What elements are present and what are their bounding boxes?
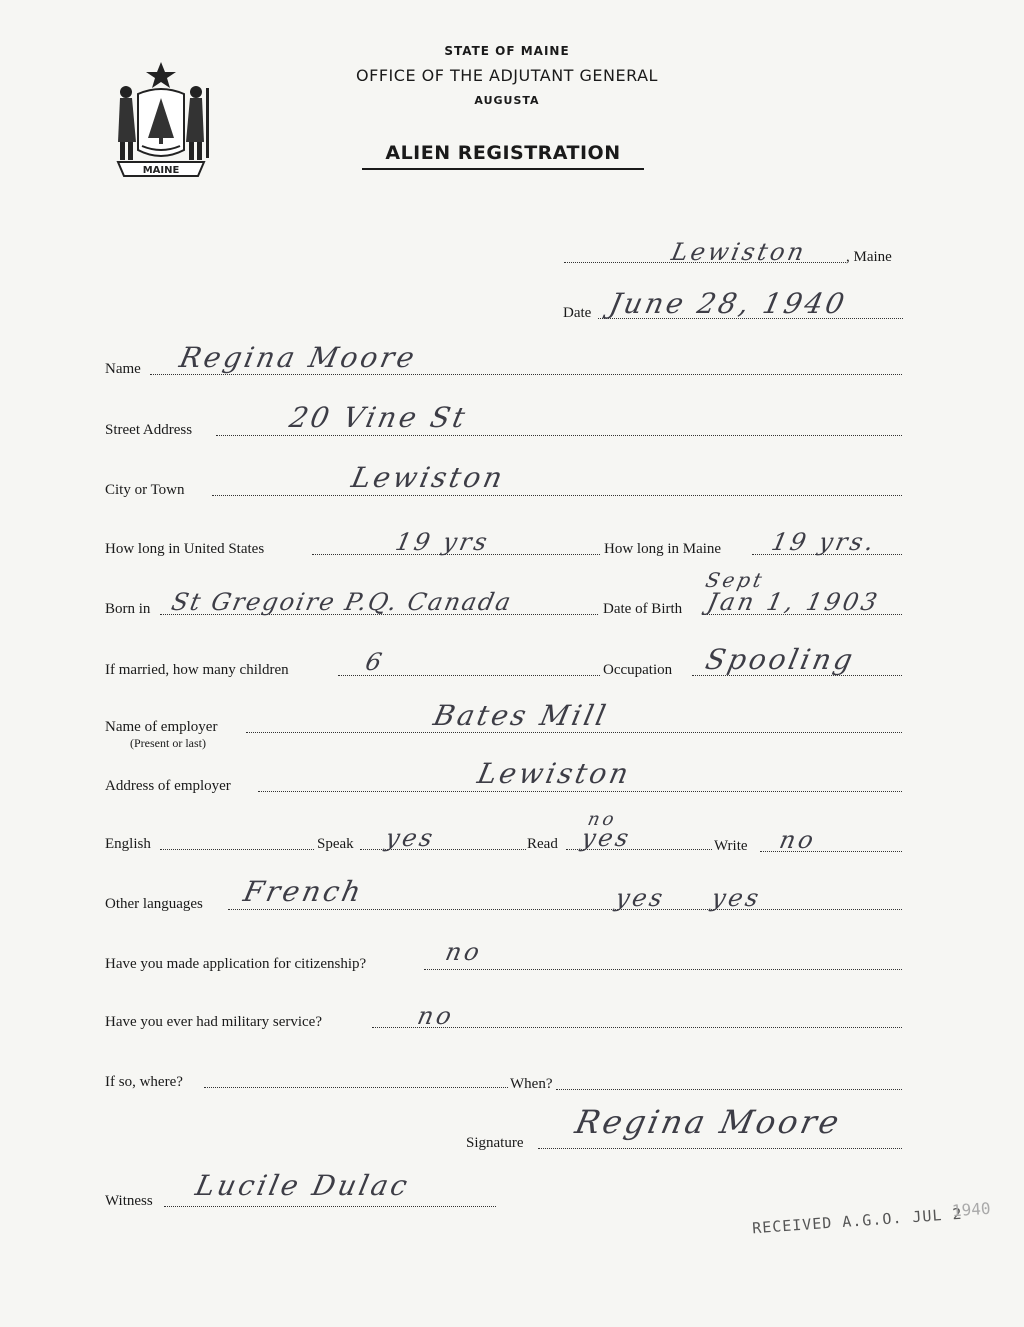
employer-label: Name of employer	[105, 719, 218, 735]
other-languages-label: Other languages	[105, 896, 203, 912]
children-label: If married, how many children	[105, 662, 289, 678]
when-line	[556, 1089, 902, 1090]
form-title: ALIEN REGISTRATION	[385, 142, 621, 164]
received-stamp-year: 1940	[951, 1198, 992, 1221]
employer-address-value: Lewiston	[474, 757, 635, 790]
witness-value: Lucile Dulac	[192, 1169, 414, 1202]
city-line	[212, 495, 902, 496]
citizenship-label: Have you made application for citizenship?	[105, 956, 367, 972]
header-office: OFFICE OF THE ADJUTANT GENERAL	[356, 66, 658, 85]
place-value: Lewiston	[669, 238, 810, 266]
signature-line	[538, 1148, 902, 1149]
employer-address-label: Address of employer	[105, 778, 231, 794]
title-underline	[362, 168, 644, 170]
when-label: When?	[510, 1076, 553, 1092]
read-value: yes	[579, 824, 635, 852]
english-line	[160, 849, 314, 850]
header-state: STATE OF MAINE	[444, 44, 570, 58]
employer-sub-label: (Present or last)	[130, 736, 206, 750]
born-in-label: Born in	[105, 601, 151, 617]
signature-label: Signature	[466, 1135, 524, 1151]
witness-label: Witness	[105, 1193, 153, 1209]
street-label: Street Address	[105, 422, 193, 438]
born-in-value: St Gregoire P.Q. Canada	[169, 588, 516, 616]
read-label: Read	[527, 836, 558, 852]
speak-value: yes	[383, 824, 439, 852]
city-label: City or Town	[105, 482, 185, 498]
employer-value: Bates Mill	[430, 699, 612, 732]
military-label: Have you ever had military service?	[105, 1014, 322, 1030]
read-correction: no	[585, 809, 619, 830]
other-read-value: yes	[613, 884, 669, 912]
dob-label: Date of Birth	[603, 601, 683, 617]
citizenship-value: no	[443, 938, 485, 966]
date-value: June 28, 1940	[606, 287, 851, 320]
citizenship-line	[424, 969, 902, 970]
seal-banner-text: MAINE	[142, 165, 180, 176]
name-value: Regina Moore	[176, 341, 421, 374]
children-value: 6	[363, 648, 388, 676]
dob-value: Jan 1, 1903	[705, 588, 883, 616]
english-label: English	[105, 836, 151, 852]
dob-correction: Sept	[703, 568, 767, 592]
witness-line	[164, 1206, 496, 1207]
name-label: Name	[105, 361, 141, 377]
how-long-maine-value: 19 yrs.	[769, 528, 880, 556]
date-label: Date	[563, 305, 592, 321]
where-label: If so, where?	[105, 1074, 183, 1090]
name-line	[150, 374, 902, 375]
how-long-us-label: How long in United States	[105, 541, 265, 557]
how-long-maine-label: How long in Maine	[604, 541, 722, 557]
street-value: 20 Vine St	[286, 401, 471, 434]
city-value: Lewiston	[348, 461, 509, 494]
where-line	[204, 1087, 508, 1088]
occupation-value: Spooling	[702, 643, 859, 676]
write-label: Write	[714, 838, 748, 854]
place-suffix: , Maine	[846, 249, 892, 265]
employer-line	[246, 732, 902, 733]
other-languages-line	[228, 909, 902, 910]
military-value: no	[415, 1002, 457, 1030]
signature-value: Regina Moore	[571, 1103, 846, 1141]
write-value: no	[777, 826, 819, 854]
speak-label: Speak	[317, 836, 354, 852]
header-city: AUGUSTA	[474, 94, 540, 107]
other-languages-value: French	[240, 875, 367, 908]
employer-address-line	[258, 791, 902, 792]
received-stamp: RECEIVED A.G.O. JUL 2	[751, 1204, 964, 1238]
other-write-value: yes	[709, 884, 765, 912]
occupation-label: Occupation	[603, 662, 673, 678]
street-line	[216, 435, 902, 436]
how-long-us-value: 19 yrs	[393, 528, 493, 556]
state-seal-icon	[108, 58, 214, 180]
